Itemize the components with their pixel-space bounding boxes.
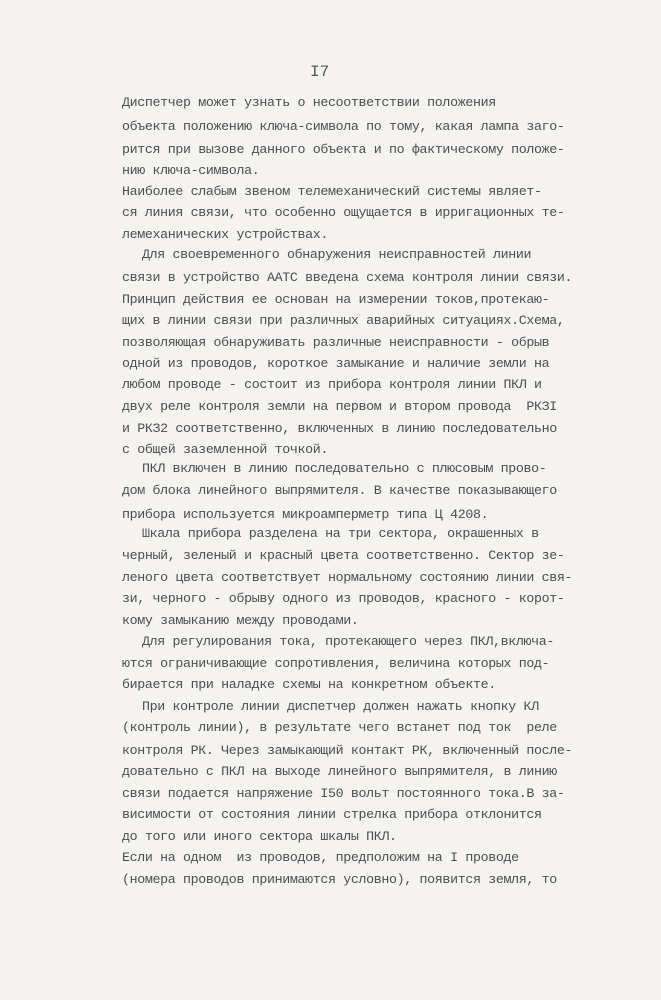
text-line: любом проводе - состоит из прибора контроля линии ПКЛ и: [122, 377, 542, 392]
text-line: Наиболее слабым звеном телемеханический системы являет-: [122, 184, 542, 199]
text-line: Шкала прибора разделена на три сектора, окрашенных в: [142, 526, 539, 541]
text-line: до того или иного сектора шкалы ПКЛ.: [122, 829, 397, 844]
text-line: двух реле контроля земли на первом и втором провода РКЗI: [122, 399, 557, 414]
text-line: При контроле линии диспетчер должен нажать кнопку КЛ: [142, 699, 539, 714]
text-line: рится при вызове данного объекта и по фактическому положе-: [122, 142, 565, 157]
text-line: леного цвета соответствует нормальному состоянию линии свя-: [122, 570, 573, 585]
text-line: объекта положению ключа-символа по тому, какая лампа заго-: [122, 119, 565, 134]
text-line: нию ключа-символа.: [122, 163, 260, 178]
text-line: (контроль линии), в результате чего встанет под ток реле: [122, 720, 557, 735]
text-line: зи, черного - обрыву одного из проводов, красного - корот-: [122, 591, 565, 606]
text-line: контроля РК. Через замыкающий контакт РК, включенный после-: [122, 743, 573, 758]
text-line: с общей заземленной точкой.: [122, 442, 328, 457]
text-line: черный, зеленый и красный цвета соответственно. Сектор зе-: [122, 548, 565, 563]
text-line: лемеханических устройствах.: [122, 227, 328, 242]
text-line: прибора используется микроамперметр типа Ц 4208.: [122, 507, 489, 522]
text-line: ся линия связи, что особенно ощущается в ирригационных те-: [122, 205, 565, 220]
text-line: дом блока линейного выпрямителя. В качестве показывающего: [122, 483, 557, 498]
text-line: бирается при наладке схемы на конкретном объекте.: [122, 677, 496, 692]
text-line: Для своевременного обнаружения неисправностей линии: [142, 247, 532, 262]
text-line: Если на одном из проводов, предположим на I проводе: [122, 850, 519, 865]
text-line: Диспетчер может узнать о несоответствии положения: [122, 95, 496, 110]
text-line: позволяющая обнаруживать различные неисправности - обрыв: [122, 335, 550, 350]
text-line: висимости от состояния линии стрелка прибора отклонится: [122, 807, 542, 822]
text-line: щих в линии связи при различных аварийных ситуациях.Схема,: [122, 313, 565, 328]
text-line: связи подается напряжение I50 вольт постоянного тока.В за-: [122, 786, 565, 801]
text-line: связи в устройство ААТС введена схема контроля линии связи.: [122, 270, 573, 285]
text-line: одной из проводов, короткое замыкание и наличие земли на: [122, 356, 550, 371]
text-line: довательно с ПКЛ на выходе линейного выпрямителя, в линию: [122, 764, 557, 779]
text-line: (номера проводов принимаются условно), появится земля, то: [122, 872, 557, 887]
text-line: Для регулирования тока, протекающего через ПКЛ,включа-: [142, 634, 554, 649]
text-line: Принцип действия ее основан на измерении токов,протекаю-: [122, 292, 550, 307]
page-number: I7: [310, 63, 330, 81]
text-line: и РКЗ2 соответственно, включенных в линию последовательно: [122, 421, 557, 436]
text-line: ются ограничивающие сопротивления, величина которых под-: [122, 656, 550, 671]
text-line: кому замыканию между проводами.: [122, 613, 359, 628]
text-line: ПКЛ включен в линию последовательно с плюсовым прово-: [142, 461, 547, 476]
